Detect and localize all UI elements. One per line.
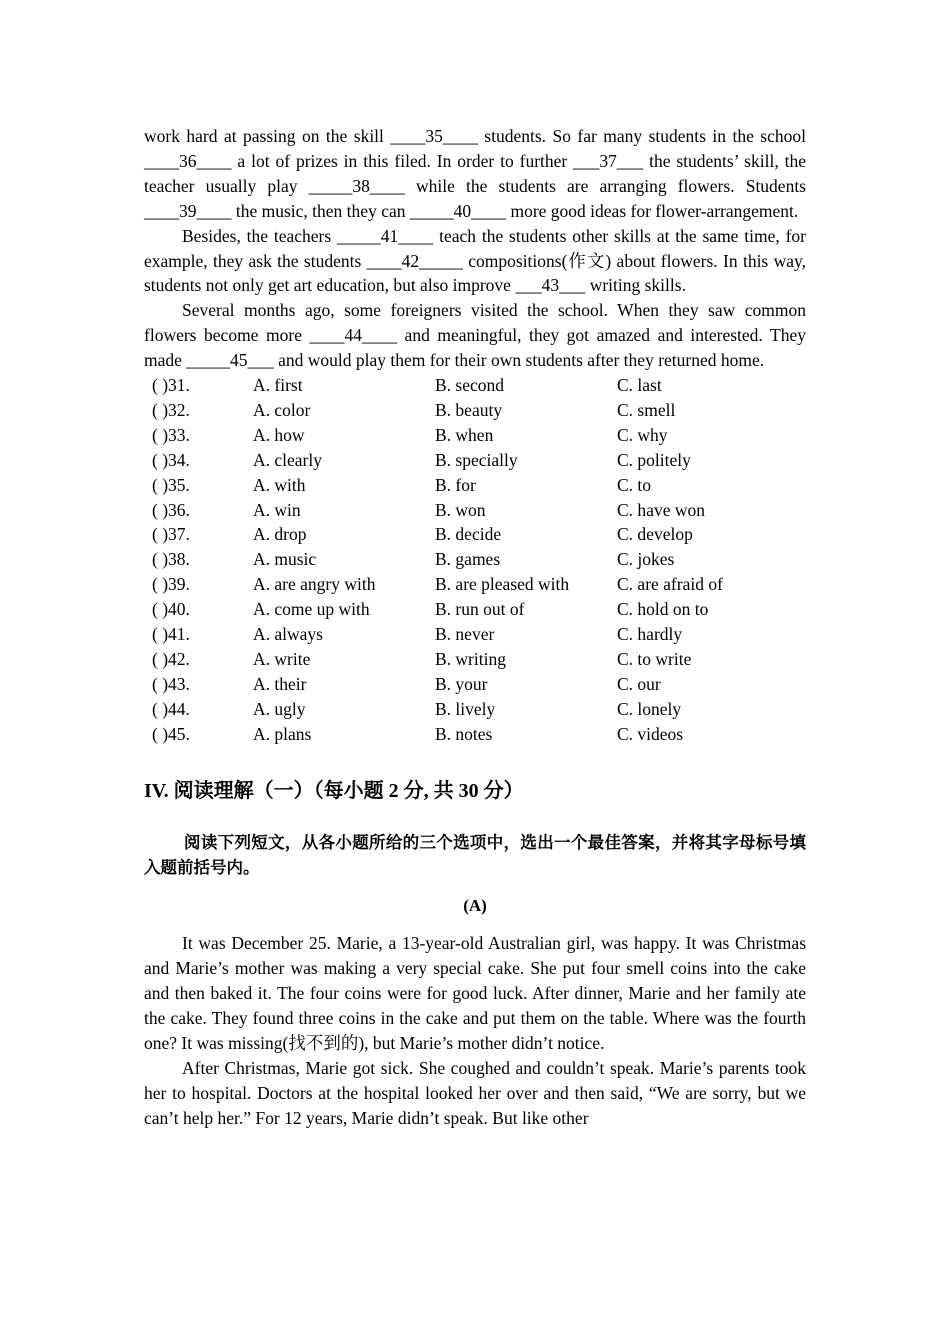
question-number: ( )37. <box>152 524 190 545</box>
question-number: ( )35. <box>152 474 190 495</box>
question-row <box>144 572 806 597</box>
option-a: A. come up with <box>253 599 370 620</box>
option-a: A. drop <box>253 524 307 545</box>
option-c: C. hardly <box>617 623 683 644</box>
option-b: B. lively <box>435 698 496 719</box>
question-number: ( )44. <box>152 698 190 719</box>
question-list <box>144 373 806 746</box>
question-row <box>144 498 806 523</box>
option-b: B. are pleased with <box>435 574 570 595</box>
option-c: C. videos <box>617 723 684 744</box>
question-row <box>144 547 806 572</box>
question-row <box>144 473 806 498</box>
option-b: B. notes <box>435 723 493 744</box>
question-number: ( )38. <box>152 549 190 570</box>
question-number: ( )32. <box>152 399 190 420</box>
question-row <box>144 622 806 647</box>
question-number: ( )41. <box>152 623 190 644</box>
option-c: C. to <box>617 474 652 495</box>
option-b: B. for <box>435 474 476 495</box>
option-b: B. decide <box>435 524 502 545</box>
cloze-paragraph-1: work hard at passing on the skill ____35____ students. So far many students in the school ____36____ a lot of prizes in this filed. In order to further ___37___ the students’ skill, the teacher usually play _____38____ while the students are arranging flowers. Students ____39____ the music, then they can _____40____ more good ideas for flower-arrangement. <box>144 126 806 221</box>
option-c: C. politely <box>617 449 691 470</box>
option-c: C. lonely <box>617 698 682 719</box>
option-a: A. ugly <box>253 698 306 719</box>
option-c: C. smell <box>617 399 676 420</box>
question-row <box>144 373 806 398</box>
question-row <box>144 672 806 697</box>
question-row <box>144 722 806 747</box>
option-c: C. have won <box>617 499 705 520</box>
option-a: A. their <box>253 673 307 694</box>
option-b: B. won <box>435 499 486 520</box>
option-b: B. run out of <box>435 599 525 620</box>
option-a: A. win <box>253 499 301 520</box>
question-row <box>144 448 806 473</box>
section-title: IV. 阅读理解（一）（每小题 2 分, 共 30 分） <box>144 780 524 803</box>
option-c: C. develop <box>617 524 693 545</box>
question-row <box>144 423 806 448</box>
option-b: B. when <box>435 424 494 445</box>
option-b: B. games <box>435 549 501 570</box>
option-c: C. hold on to <box>617 599 709 620</box>
question-number: ( )40. <box>152 599 190 620</box>
question-number: ( )34. <box>152 449 190 470</box>
option-b: B. second <box>435 375 505 396</box>
question-number: ( )45. <box>152 723 190 744</box>
option-a: A. are angry with <box>253 574 376 595</box>
passage-paragraph-2: After Christmas, Marie got sick. She coughed and couldn’t speak. Marie’s parents took her to hospital. Doctors at the hospital looked her over and then said, “We are sorry, but we can’t help her.” For 12 years, Marie didn’t speak. But like other <box>144 1057 806 1128</box>
option-b: B. never <box>435 623 495 644</box>
option-b: B. your <box>435 673 488 694</box>
option-c: C. our <box>617 673 661 694</box>
question-row <box>144 398 806 423</box>
reading-passage-a <box>144 931 806 1130</box>
section-instruction: 阅读下列短文，从各小题所给的三个选项中，选出一个最佳答案，并将其字母标号填入题前括号内。 <box>144 833 806 878</box>
question-number: ( )39. <box>152 574 190 595</box>
cloze-paragraph-2: Besides, the teachers _____41____ teach the students other skills at the same time, for example, they ask the students ____42_____ compositions(作文) about flowers. In this way, students not only get art education, but also improve ___43___ writing skills. <box>144 225 806 296</box>
option-b: B. specially <box>435 449 518 470</box>
option-a: A. color <box>253 399 311 420</box>
option-a: A. clearly <box>253 449 322 470</box>
question-number: ( )33. <box>152 424 190 445</box>
cloze-paragraph-3: Several months ago, some foreigners visited the school. When they saw common flowers become more ____44____ and meaningful, they got amazed and interested. They made _____45___ and would play them for their own students after they returned home. <box>144 300 806 371</box>
question-number: ( )43. <box>152 673 190 694</box>
question-number: ( )42. <box>152 648 190 669</box>
option-a: A. first <box>253 375 303 396</box>
option-a: A. with <box>253 474 306 495</box>
cloze-passage <box>144 124 806 373</box>
option-b: B. beauty <box>435 399 503 420</box>
question-row <box>144 697 806 722</box>
option-a: A. how <box>253 424 305 445</box>
question-row <box>144 647 806 672</box>
option-c: C. are afraid of <box>617 574 723 595</box>
option-b: B. writing <box>435 648 506 669</box>
option-a: A. music <box>253 549 317 570</box>
question-number: ( )36. <box>152 499 190 520</box>
option-c: C. last <box>617 375 662 396</box>
document-page <box>144 124 806 1131</box>
question-row <box>144 522 806 547</box>
option-a: A. plans <box>253 723 312 744</box>
option-c: C. why <box>617 424 668 445</box>
question-row <box>144 597 806 622</box>
passage-paragraph-1: It was December 25. Marie, a 13-year-old Australian girl, was happy. It was Christmas and Marie’s mother was making a very special cake. She put four smell coins into the cake and then baked it. The four coins were for good luck. After dinner, Marie and her family ate the cake. They found three coins in the cake and put them on the table. Where was the fourth one? It was missing(找不到的), but Marie’s mother didn’t notice. <box>144 933 806 1054</box>
option-c: C. to write <box>617 648 692 669</box>
option-c: C. jokes <box>617 549 675 570</box>
option-a: A. write <box>253 648 311 669</box>
option-a: A. always <box>253 623 323 644</box>
question-number: ( )31. <box>152 375 190 396</box>
passage-label: (A) <box>463 896 487 916</box>
